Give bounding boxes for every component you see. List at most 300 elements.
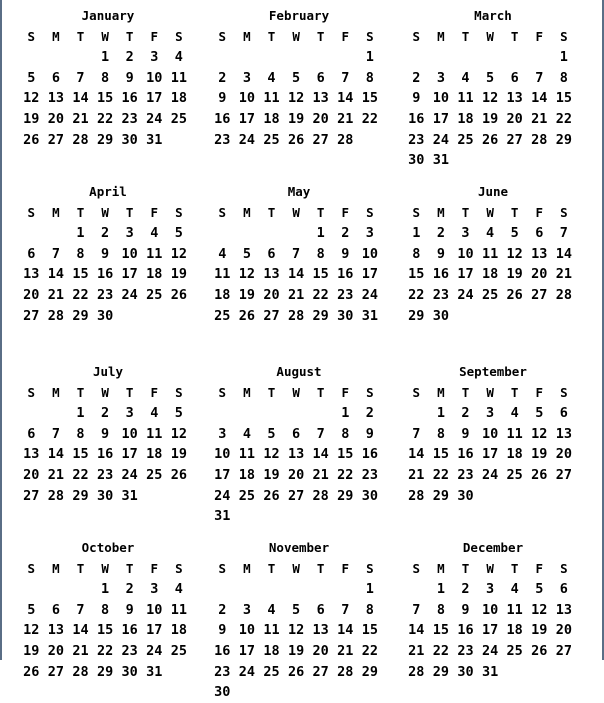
day-cell[interactable]: 7 [535,69,544,86]
day-cell[interactable]: 16 [214,111,231,128]
day-cell[interactable]: 19 [238,287,256,304]
day-cell[interactable]: 3 [242,601,251,618]
day-cell[interactable]: 23 [214,663,231,680]
day-cell[interactable]: 13 [23,266,40,283]
day-cell[interactable]: 27 [312,663,329,680]
day-cell[interactable]: 11 [506,425,523,442]
day-cell[interactable]: 17 [238,643,256,660]
day-cell[interactable]: 5 [486,69,495,86]
day-cell[interactable]: 12 [287,90,305,107]
day-cell[interactable]: 5 [535,581,544,598]
day-cell[interactable]: 8 [101,69,110,86]
day-cell[interactable]: 29 [96,663,114,680]
day-cell[interactable]: 20 [312,111,329,128]
day-cell[interactable]: 13 [506,90,523,107]
day-cell[interactable]: 21 [408,643,425,660]
day-cell[interactable]: 26 [170,287,187,304]
day-cell[interactable]: 29 [408,307,425,324]
day-cell[interactable]: 27 [555,643,572,660]
day-cell[interactable]: 20 [23,467,40,484]
day-cell[interactable]: 20 [312,643,329,660]
day-cell[interactable]: 25 [214,307,231,324]
day-cell[interactable]: 16 [457,622,474,639]
day-cell[interactable]: 30 [96,307,114,324]
day-cell[interactable]: 27 [23,307,40,324]
day-cell[interactable]: 11 [506,601,523,618]
day-cell[interactable]: 18 [263,111,280,128]
day-cell[interactable]: 8 [341,425,350,442]
day-cell[interactable]: 9 [218,90,227,107]
day-cell[interactable]: 15 [432,446,450,463]
day-cell[interactable]: 4 [150,405,159,422]
day-cell[interactable]: 11 [146,425,163,442]
day-cell[interactable]: 12 [170,425,187,442]
day-cell[interactable]: 12 [506,245,523,262]
day-cell[interactable]: 5 [292,69,301,86]
day-cell[interactable]: 11 [263,622,280,639]
day-cell[interactable]: 14 [47,446,65,463]
day-cell[interactable]: 31 [432,152,450,169]
day-cell[interactable]: 20 [47,111,65,128]
day-cell[interactable]: 3 [242,69,251,86]
day-cell[interactable]: 19 [287,111,305,128]
day-cell[interactable]: 27 [263,307,280,324]
day-cell[interactable]: 19 [23,643,40,660]
day-cell[interactable]: 8 [436,601,445,618]
day-cell[interactable]: 6 [559,581,568,598]
day-cell[interactable]: 9 [412,90,421,107]
day-cell[interactable]: 27 [23,487,40,504]
day-cell[interactable]: 8 [559,69,568,86]
day-cell[interactable]: 28 [555,287,572,304]
day-cell[interactable]: 26 [531,467,548,484]
day-cell[interactable]: 30 [96,487,114,504]
day-cell[interactable]: 20 [555,622,572,639]
day-cell[interactable]: 10 [238,90,256,107]
day-cell[interactable]: 2 [341,225,350,242]
day-cell[interactable]: 10 [361,245,378,262]
day-cell[interactable]: 29 [555,131,572,148]
day-cell[interactable]: 6 [559,405,568,422]
day-cell[interactable]: 28 [337,663,354,680]
day-cell[interactable]: 14 [287,266,305,283]
day-cell[interactable]: 22 [361,111,378,128]
day-cell[interactable]: 13 [555,601,572,618]
day-cell[interactable]: 19 [531,446,548,463]
day-cell[interactable]: 22 [555,111,572,128]
day-cell[interactable]: 15 [96,622,114,639]
day-cell[interactable]: 10 [238,622,256,639]
day-cell[interactable]: 1 [341,405,350,422]
day-cell[interactable]: 12 [23,90,40,107]
day-cell[interactable]: 1 [316,225,325,242]
day-cell[interactable]: 10 [481,601,499,618]
day-cell[interactable]: 14 [312,446,329,463]
day-cell[interactable]: 31 [214,508,231,525]
day-cell[interactable]: 22 [432,643,450,660]
day-cell[interactable]: 14 [47,266,65,283]
day-cell[interactable]: 15 [408,266,425,283]
day-cell[interactable]: 23 [214,131,231,148]
day-cell[interactable]: 5 [174,225,183,242]
day-cell[interactable]: 11 [170,601,187,618]
day-cell[interactable]: 3 [218,425,227,442]
day-cell[interactable]: 24 [214,487,231,504]
day-cell[interactable]: 12 [287,622,305,639]
day-cell[interactable]: 4 [510,581,519,598]
day-cell[interactable]: 26 [263,487,280,504]
day-cell[interactable]: 30 [457,487,474,504]
day-cell[interactable]: 22 [361,643,378,660]
day-cell[interactable]: 14 [408,446,425,463]
day-cell[interactable]: 2 [365,405,374,422]
day-cell[interactable]: 2 [461,581,470,598]
day-cell[interactable]: 22 [72,467,89,484]
day-cell[interactable]: 1 [412,225,421,242]
day-cell[interactable]: 16 [432,266,450,283]
day-cell[interactable]: 6 [510,69,519,86]
day-cell[interactable]: 13 [47,622,65,639]
day-cell[interactable]: 30 [361,487,378,504]
day-cell[interactable]: 6 [27,245,36,262]
day-cell[interactable]: 18 [238,467,256,484]
day-cell[interactable]: 22 [337,467,354,484]
day-cell[interactable]: 19 [23,111,40,128]
day-cell[interactable]: 7 [316,425,325,442]
day-cell[interactable]: 21 [287,287,305,304]
day-cell[interactable]: 22 [96,643,114,660]
day-cell[interactable]: 7 [76,601,85,618]
day-cell[interactable]: 1 [436,581,445,598]
day-cell[interactable]: 7 [412,425,421,442]
day-cell[interactable]: 25 [170,643,187,660]
day-cell[interactable]: 9 [461,425,470,442]
day-cell[interactable]: 6 [267,245,276,262]
day-cell[interactable]: 11 [238,446,256,463]
day-cell[interactable]: 16 [121,622,138,639]
day-cell[interactable]: 2 [101,225,110,242]
day-cell[interactable]: 21 [47,467,65,484]
day-cell[interactable]: 1 [559,49,568,66]
day-cell[interactable]: 14 [555,245,572,262]
day-cell[interactable]: 14 [72,622,89,639]
day-cell[interactable]: 27 [506,131,523,148]
day-cell[interactable]: 7 [51,425,60,442]
day-cell[interactable]: 29 [72,487,89,504]
day-cell[interactable]: 8 [316,245,325,262]
day-cell[interactable]: 2 [218,601,227,618]
day-cell[interactable]: 15 [96,90,114,107]
day-cell[interactable]: 29 [432,487,450,504]
day-cell[interactable]: 18 [146,266,163,283]
day-cell[interactable]: 10 [121,425,138,442]
day-cell[interactable]: 21 [72,111,89,128]
day-cell[interactable]: 1 [101,581,110,598]
day-cell[interactable]: 28 [408,487,425,504]
day-cell[interactable]: 21 [312,467,329,484]
day-cell[interactable]: 11 [457,90,474,107]
day-cell[interactable]: 3 [125,405,134,422]
day-cell[interactable]: 23 [361,467,378,484]
day-cell[interactable]: 24 [361,287,378,304]
day-cell[interactable]: 22 [432,467,450,484]
day-cell[interactable]: 17 [361,266,378,283]
day-cell[interactable]: 14 [408,622,425,639]
day-cell[interactable]: 28 [72,663,89,680]
day-cell[interactable]: 5 [267,425,276,442]
day-cell[interactable]: 19 [481,111,499,128]
day-cell[interactable]: 21 [47,287,65,304]
day-cell[interactable]: 8 [76,245,85,262]
day-cell[interactable]: 27 [531,287,548,304]
day-cell[interactable]: 11 [263,90,280,107]
day-cell[interactable]: 26 [287,663,305,680]
day-cell[interactable]: 25 [506,467,523,484]
day-cell[interactable]: 7 [51,245,60,262]
day-cell[interactable]: 21 [337,643,354,660]
day-cell[interactable]: 7 [559,225,568,242]
day-cell[interactable]: 16 [361,446,378,463]
day-cell[interactable]: 30 [121,663,138,680]
day-cell[interactable]: 23 [337,287,354,304]
day-cell[interactable]: 12 [481,90,499,107]
day-cell[interactable]: 30 [457,663,474,680]
day-cell[interactable]: 1 [365,49,374,66]
day-cell[interactable]: 26 [23,131,40,148]
day-cell[interactable]: 27 [555,467,572,484]
day-cell[interactable]: 22 [312,287,329,304]
day-cell[interactable]: 19 [506,266,523,283]
day-cell[interactable]: 25 [238,487,256,504]
day-cell[interactable]: 10 [214,446,231,463]
day-cell[interactable]: 9 [125,69,134,86]
day-cell[interactable]: 12 [531,601,548,618]
day-cell[interactable]: 28 [47,307,65,324]
day-cell[interactable]: 7 [292,245,301,262]
day-cell[interactable]: 6 [316,69,325,86]
day-cell[interactable]: 20 [555,446,572,463]
day-cell[interactable]: 9 [101,425,110,442]
day-cell[interactable]: 14 [337,90,354,107]
day-cell[interactable]: 15 [361,90,378,107]
day-cell[interactable]: 2 [125,581,134,598]
day-cell[interactable]: 21 [555,266,572,283]
day-cell[interactable]: 26 [238,307,256,324]
day-cell[interactable]: 30 [121,131,138,148]
day-cell[interactable]: 7 [341,601,350,618]
day-cell[interactable]: 3 [150,49,159,66]
day-cell[interactable]: 8 [101,601,110,618]
day-cell[interactable]: 9 [101,245,110,262]
day-cell[interactable]: 6 [292,425,301,442]
day-cell[interactable]: 28 [47,487,65,504]
day-cell[interactable]: 4 [510,405,519,422]
day-cell[interactable]: 31 [361,307,378,324]
day-cell[interactable]: 10 [481,425,499,442]
day-cell[interactable]: 17 [238,111,256,128]
day-cell[interactable]: 9 [436,245,445,262]
day-cell[interactable]: 9 [341,245,350,262]
day-cell[interactable]: 11 [146,245,163,262]
day-cell[interactable]: 17 [214,467,231,484]
day-cell[interactable]: 13 [555,425,572,442]
day-cell[interactable]: 26 [287,131,305,148]
day-cell[interactable]: 15 [337,446,354,463]
day-cell[interactable]: 3 [486,405,495,422]
day-cell[interactable]: 28 [408,663,425,680]
day-cell[interactable]: 16 [408,111,425,128]
day-cell[interactable]: 24 [432,131,450,148]
day-cell[interactable]: 4 [242,425,251,442]
day-cell[interactable]: 25 [263,131,280,148]
day-cell[interactable]: 12 [170,245,187,262]
day-cell[interactable]: 31 [146,663,163,680]
day-cell[interactable]: 24 [121,287,138,304]
day-cell[interactable]: 13 [287,446,305,463]
day-cell[interactable]: 20 [47,643,65,660]
day-cell[interactable]: 27 [47,663,65,680]
day-cell[interactable]: 3 [486,581,495,598]
day-cell[interactable]: 5 [174,405,183,422]
day-cell[interactable]: 5 [535,405,544,422]
day-cell[interactable]: 13 [531,245,548,262]
day-cell[interactable]: 9 [461,601,470,618]
day-cell[interactable]: 2 [461,405,470,422]
day-cell[interactable]: 13 [23,446,40,463]
day-cell[interactable]: 15 [312,266,329,283]
day-cell[interactable]: 28 [287,307,305,324]
day-cell[interactable]: 20 [531,266,548,283]
day-cell[interactable]: 30 [408,152,425,169]
day-cell[interactable]: 5 [27,601,36,618]
day-cell[interactable]: 8 [76,425,85,442]
day-cell[interactable]: 2 [125,49,134,66]
day-cell[interactable]: 15 [361,622,378,639]
day-cell[interactable]: 25 [170,111,187,128]
day-cell[interactable]: 14 [337,622,354,639]
day-cell[interactable]: 13 [312,622,329,639]
day-cell[interactable]: 23 [432,287,450,304]
day-cell[interactable]: 21 [531,111,548,128]
day-cell[interactable]: 23 [96,467,114,484]
day-cell[interactable]: 17 [481,622,499,639]
day-cell[interactable]: 16 [121,90,138,107]
day-cell[interactable]: 4 [486,225,495,242]
day-cell[interactable]: 31 [481,663,499,680]
day-cell[interactable]: 6 [51,69,60,86]
day-cell[interactable]: 20 [23,287,40,304]
day-cell[interactable]: 26 [481,131,499,148]
day-cell[interactable]: 31 [146,131,163,148]
day-cell[interactable]: 19 [170,446,187,463]
day-cell[interactable]: 24 [146,111,163,128]
day-cell[interactable]: 28 [531,131,548,148]
day-cell[interactable]: 4 [461,69,470,86]
day-cell[interactable]: 26 [170,467,187,484]
day-cell[interactable]: 5 [510,225,519,242]
day-cell[interactable]: 13 [312,90,329,107]
day-cell[interactable]: 25 [146,467,163,484]
day-cell[interactable]: 30 [432,307,450,324]
day-cell[interactable]: 26 [23,663,40,680]
day-cell[interactable]: 24 [238,663,256,680]
day-cell[interactable]: 29 [337,487,354,504]
day-cell[interactable]: 5 [292,601,301,618]
day-cell[interactable]: 11 [214,266,231,283]
day-cell[interactable]: 21 [337,111,354,128]
day-cell[interactable]: 7 [412,601,421,618]
day-cell[interactable]: 18 [506,622,523,639]
day-cell[interactable]: 16 [457,446,474,463]
day-cell[interactable]: 20 [263,287,280,304]
day-cell[interactable]: 23 [457,467,474,484]
day-cell[interactable]: 4 [174,49,183,66]
day-cell[interactable]: 24 [146,643,163,660]
day-cell[interactable]: 22 [408,287,425,304]
day-cell[interactable]: 24 [121,467,138,484]
day-cell[interactable]: 25 [506,643,523,660]
day-cell[interactable]: 27 [287,487,305,504]
day-cell[interactable]: 23 [457,643,474,660]
day-cell[interactable]: 28 [72,131,89,148]
day-cell[interactable]: 23 [96,287,114,304]
day-cell[interactable]: 14 [72,90,89,107]
day-cell[interactable]: 17 [146,90,163,107]
day-cell[interactable]: 14 [531,90,548,107]
day-cell[interactable]: 12 [263,446,280,463]
day-cell[interactable]: 17 [432,111,450,128]
day-cell[interactable]: 11 [481,245,499,262]
day-cell[interactable]: 7 [341,69,350,86]
day-cell[interactable]: 5 [27,69,36,86]
day-cell[interactable]: 31 [121,487,138,504]
day-cell[interactable]: 22 [96,111,114,128]
day-cell[interactable]: 28 [312,487,329,504]
day-cell[interactable]: 3 [461,225,470,242]
day-cell[interactable]: 16 [96,446,114,463]
day-cell[interactable]: 25 [263,663,280,680]
day-cell[interactable]: 4 [267,69,276,86]
day-cell[interactable]: 25 [481,287,499,304]
day-cell[interactable]: 25 [457,131,474,148]
day-cell[interactable]: 19 [531,622,548,639]
day-cell[interactable]: 2 [218,69,227,86]
day-cell[interactable]: 3 [365,225,374,242]
day-cell[interactable]: 18 [170,90,187,107]
day-cell[interactable]: 1 [76,225,85,242]
day-cell[interactable]: 29 [312,307,329,324]
day-cell[interactable]: 4 [150,225,159,242]
day-cell[interactable]: 1 [365,581,374,598]
day-cell[interactable]: 29 [361,663,378,680]
day-cell[interactable]: 6 [316,601,325,618]
day-cell[interactable]: 4 [267,601,276,618]
day-cell[interactable]: 16 [96,266,114,283]
day-cell[interactable]: 6 [535,225,544,242]
day-cell[interactable]: 15 [72,266,89,283]
day-cell[interactable]: 1 [436,405,445,422]
day-cell[interactable]: 3 [125,225,134,242]
day-cell[interactable]: 16 [214,643,231,660]
day-cell[interactable]: 17 [481,446,499,463]
day-cell[interactable]: 18 [263,643,280,660]
day-cell[interactable]: 10 [146,69,163,86]
day-cell[interactable]: 6 [27,425,36,442]
day-cell[interactable]: 9 [218,622,227,639]
day-cell[interactable]: 26 [506,287,523,304]
day-cell[interactable]: 10 [146,601,163,618]
day-cell[interactable]: 29 [432,663,450,680]
